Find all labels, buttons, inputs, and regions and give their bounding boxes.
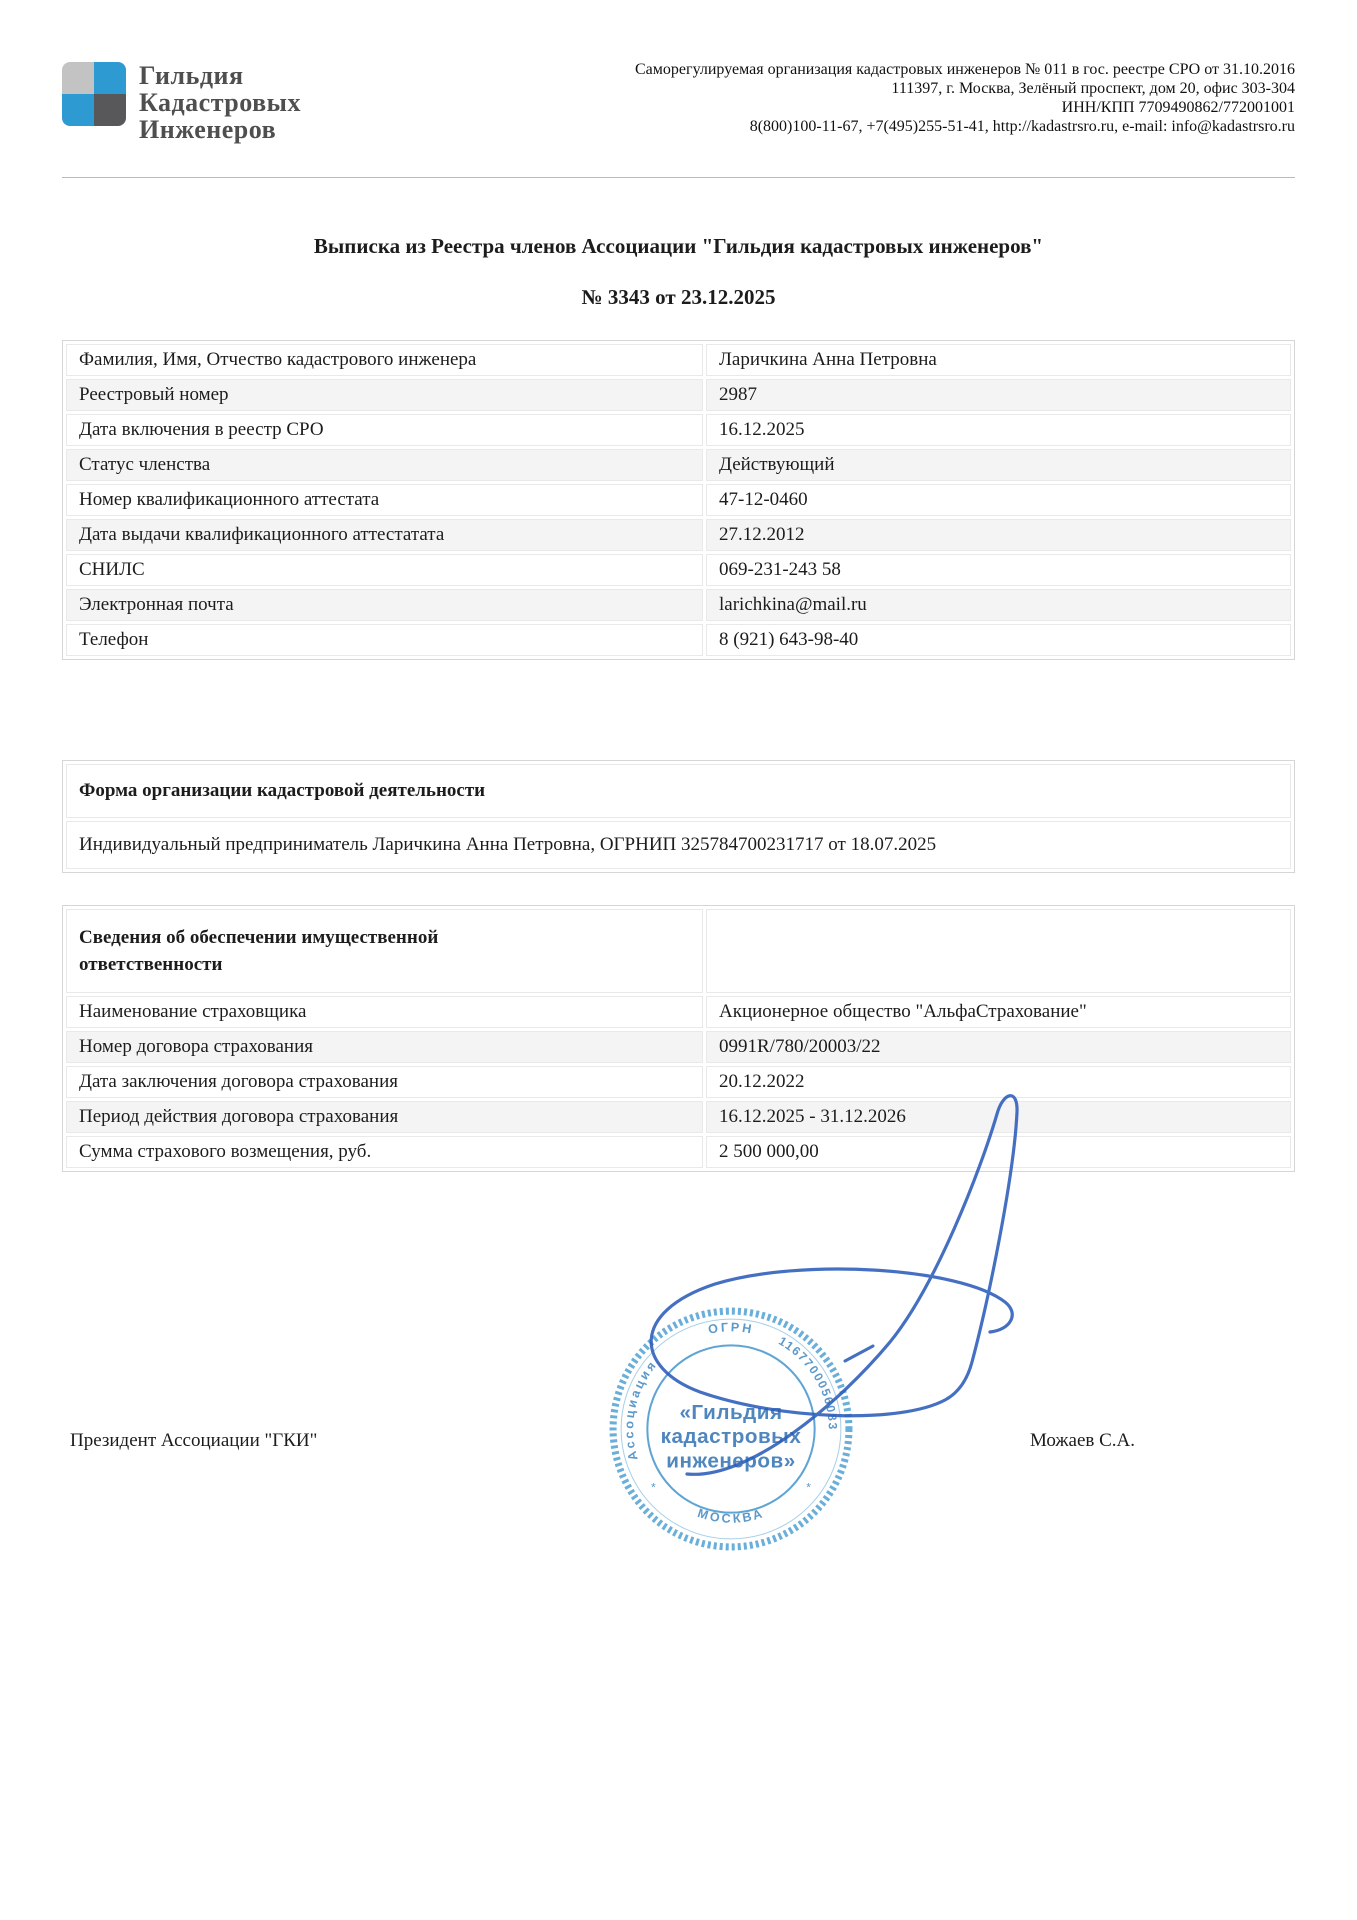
row-value: 2987 — [706, 379, 1291, 411]
logo-word-3: Инженеров — [139, 115, 277, 144]
table-row — [66, 589, 1291, 621]
stamp-center-line-3: инженеров» — [666, 1449, 796, 1473]
stamp-separator-right: * — [806, 1480, 811, 1495]
table-row — [66, 519, 1291, 551]
org-address-line: 111397, г. Москва, Зелёный проспект, дом 20, офис 303-304 — [891, 80, 1295, 97]
header-divider — [62, 177, 1295, 178]
org-logo — [62, 62, 301, 143]
signature-dash — [845, 1346, 873, 1361]
president-name: Можаев С.А. — [1029, 1430, 1135, 1451]
row-value: Ларичкина Анна Петровна — [706, 344, 1291, 376]
row-label: Сумма страхового возмещения, руб. — [66, 1136, 703, 1168]
row-value: 8 (921) 643-98-40 — [706, 624, 1291, 656]
row-label: Дата выдачи квалификационного аттестатата — [66, 519, 703, 551]
stamp-ring-bottom-text: МОСКВА — [695, 1505, 767, 1526]
document-title: Выписка из Реестра членов Ассоциации "Гильдия кадастровых инженеров" — [313, 234, 1044, 258]
logo-square-blue-top — [94, 62, 126, 94]
logo-square-gray-light — [62, 62, 94, 94]
org-form-text: Индивидуальный предприниматель Ларичкина Анна Петровна, ОГРНИП 325784700231717 от 18.07.2025 — [66, 821, 1291, 869]
row-label: Статус членства — [66, 449, 703, 481]
table-row — [66, 996, 1291, 1028]
org-phones-line: 8(800)100-11-67, +7(495)255-51-41, http://kadastrsro.ru, e-mail: info@kadastrsro.ru — [749, 118, 1295, 135]
document-header — [62, 56, 1295, 143]
stamp-ring-left-text: Ассоциация — [622, 1357, 661, 1462]
table-row — [66, 344, 1291, 376]
row-label: Фамилия, Имя, Отчество кадастрового инженера — [66, 344, 703, 376]
row-label: Реестровый номер — [66, 379, 703, 411]
row-label: Телефон — [66, 624, 703, 656]
row-value: Акционерное общество "АльфаСтрахование" — [706, 996, 1291, 1028]
stamp-center-line-2: кадастровых — [660, 1425, 802, 1449]
org-form-section — [62, 760, 1295, 873]
logo-square-gray-dark — [94, 94, 126, 126]
table-row — [66, 379, 1291, 411]
table-row — [66, 484, 1291, 516]
row-label: Наименование страховщика — [66, 996, 703, 1028]
insurance-heading-text: Сведения об обеспечении имущественной ответственности — [79, 927, 439, 975]
stamp-ring-top-text: ОГРН — [707, 1320, 755, 1337]
document-number: № 3343 от 23.12.2025 — [581, 285, 776, 309]
row-value: 069-231-243 58 — [706, 554, 1291, 586]
insurance-heading — [66, 909, 703, 993]
org-inn-kpp-line: ИНН/КПП 7709490862/772001001 — [1061, 99, 1295, 116]
row-value: 16.12.2025 — [706, 414, 1291, 446]
logo-squares-icon — [62, 62, 126, 126]
row-value: 20.12.2022 — [706, 1066, 1291, 1098]
row-label: Электронная почта — [66, 589, 703, 621]
stamp-separator-left: * — [651, 1480, 656, 1495]
row-label: Дата включения в реестр СРО — [66, 414, 703, 446]
org-registry-line: Саморегулируемая организация кадастровых инженеров № 011 в гос. реестре СРО от 31.10.2016 — [635, 61, 1295, 78]
row-label: Номер квалификационного аттестата — [66, 484, 703, 516]
row-value: 0991R/780/20003/22 — [706, 1031, 1291, 1063]
table-row — [66, 624, 1291, 656]
table-row — [66, 414, 1291, 446]
row-value: 47-12-0460 — [706, 484, 1291, 516]
table-row — [66, 764, 1291, 818]
row-label: Дата заключения договора страхования — [66, 1066, 703, 1098]
row-value: 16.12.2025 - 31.12.2026 — [706, 1101, 1291, 1133]
table-row — [66, 554, 1291, 586]
org-contact-block — [635, 56, 1295, 136]
signature-stroke — [651, 1096, 1017, 1475]
row-label: Номер договора страхования — [66, 1031, 703, 1063]
stamp-ring-number: 1167700056083 — [776, 1333, 840, 1431]
row-value: 27.12.2012 — [706, 519, 1291, 551]
handwritten-signature — [540, 1062, 1160, 1502]
empty-cell — [706, 909, 1291, 993]
org-form-heading: Форма организации кадастровой деятельности — [66, 764, 1291, 818]
member-info-table — [62, 340, 1295, 660]
row-label: СНИЛС — [66, 554, 703, 586]
row-value: larichkina@mail.ru — [706, 589, 1291, 621]
row-value: 2 500 000,00 — [706, 1136, 1291, 1168]
table-row — [66, 909, 1291, 993]
logo-wordmark — [139, 62, 301, 143]
table-row — [66, 449, 1291, 481]
table-row — [66, 821, 1291, 869]
row-value: Действующий — [706, 449, 1291, 481]
logo-word-1: Гильдия — [139, 61, 244, 90]
president-title: Президент Ассоциации "ГКИ" — [70, 1430, 318, 1451]
logo-square-blue-bottom — [62, 94, 94, 126]
logo-word-2: Кадастровых — [139, 88, 301, 117]
table-row — [66, 1031, 1291, 1063]
row-label: Период действия договора страхования — [66, 1101, 703, 1133]
stamp-center-line-1: «Гильдия — [679, 1400, 783, 1424]
